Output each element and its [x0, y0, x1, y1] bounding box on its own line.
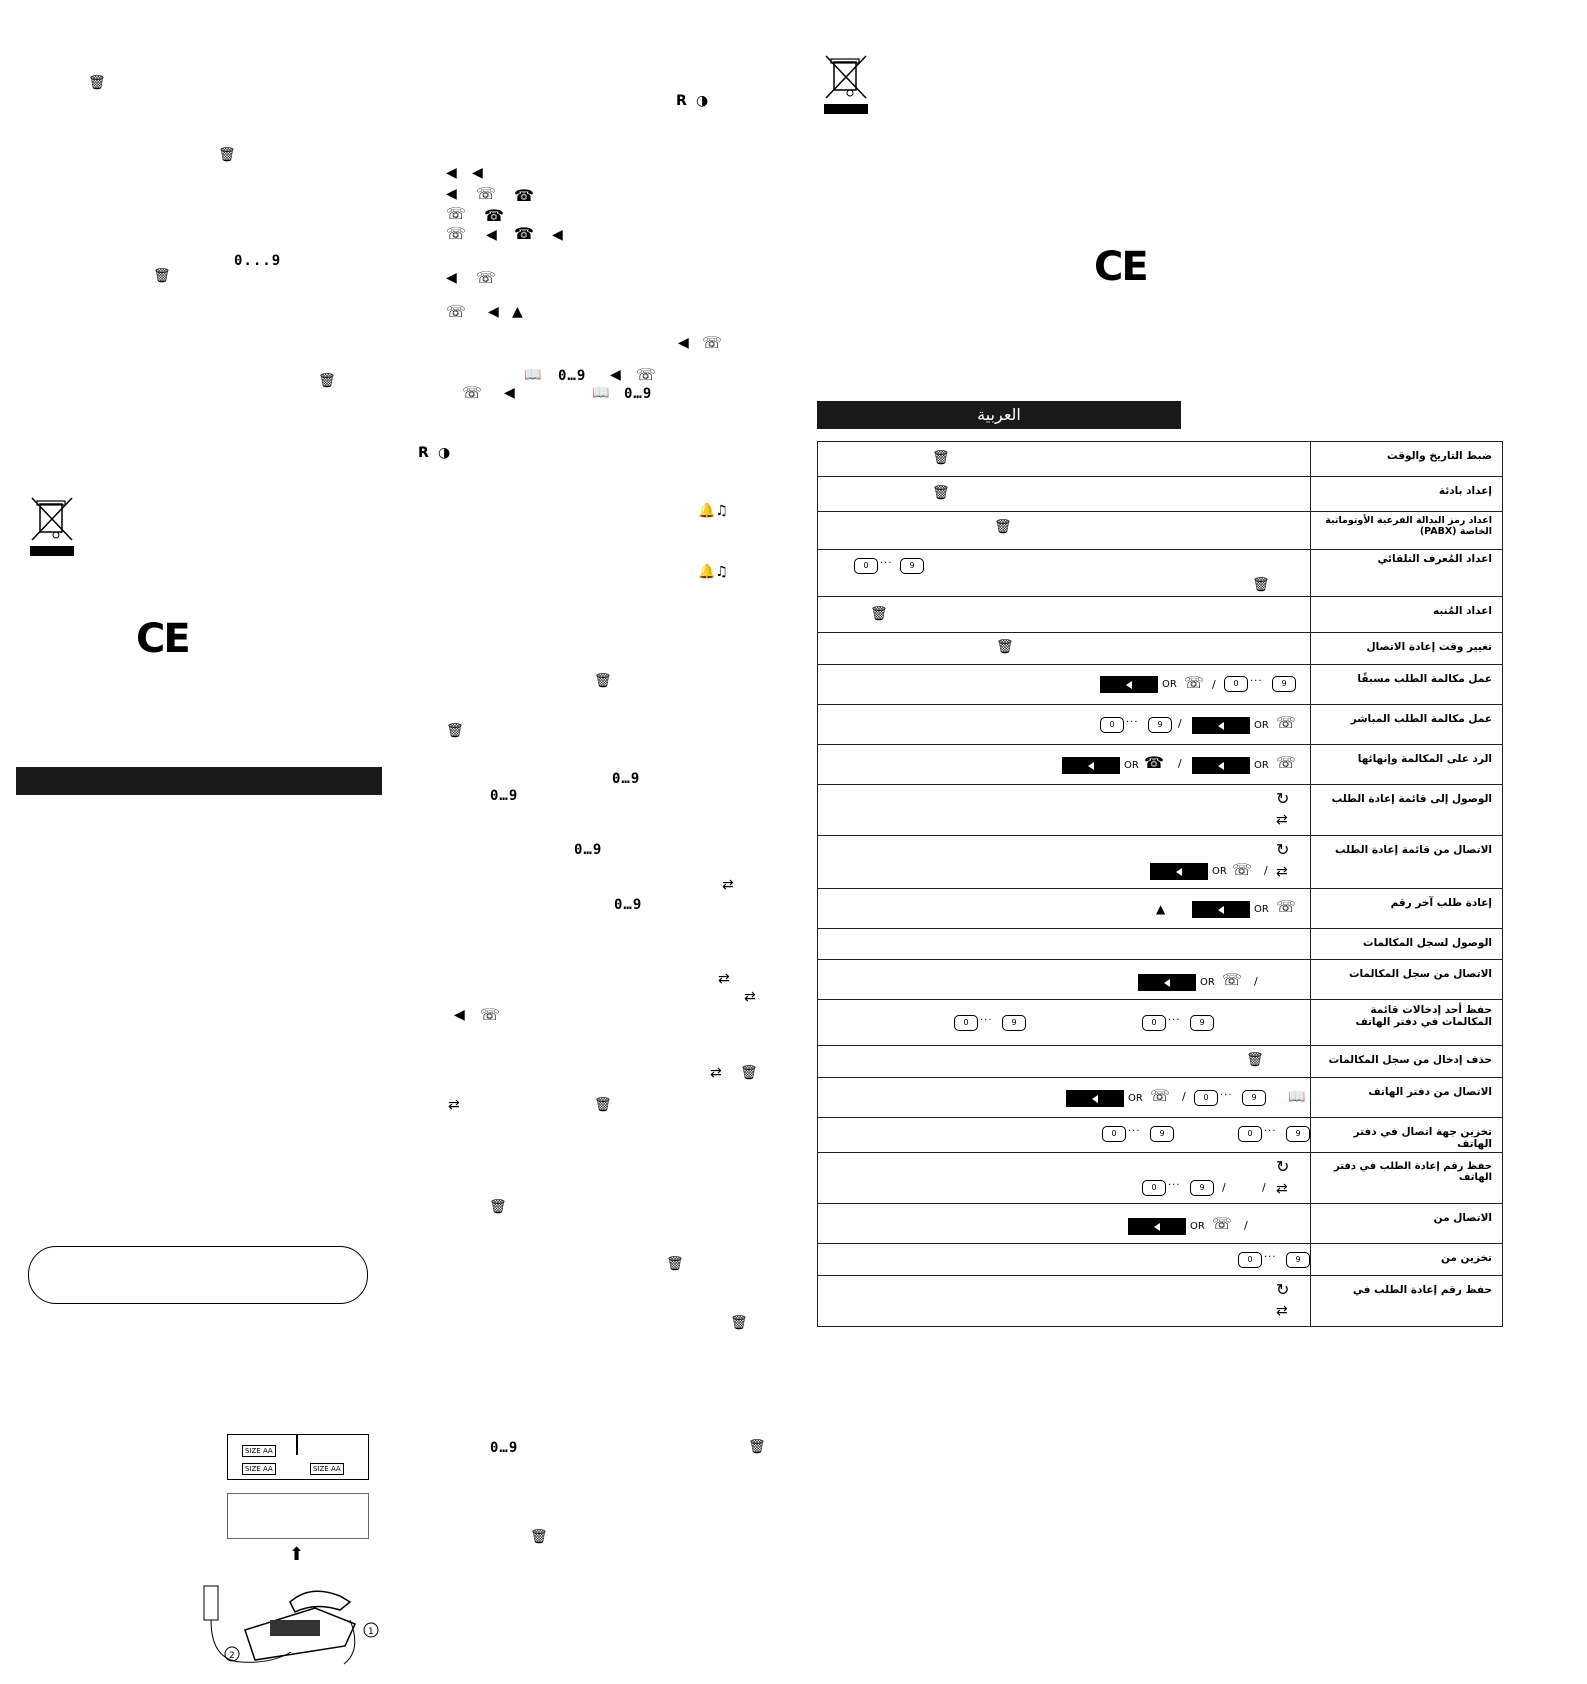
key-0: 0: [1142, 1180, 1166, 1196]
digits-range: 0…9: [490, 1440, 519, 1456]
row-label: اعداد المُعرف التلقائي: [1311, 550, 1503, 597]
call-log-icon: ⇄: [1276, 1303, 1288, 1319]
trash-icon: 🗑: [88, 75, 106, 91]
phone-illustration: [200, 1580, 385, 1670]
row-label: اعداد رمز البدالة الفرعية الأوتوماتية الخاصة (PABX): [1311, 512, 1503, 550]
speaker-button: [1150, 863, 1208, 880]
r-button-icon: R: [676, 93, 687, 109]
key-dots: ···: [980, 1015, 993, 1026]
handset-onhook-icon: ☎: [484, 206, 504, 225]
trash-icon: 🗑: [748, 1439, 766, 1455]
speaker-icon: ◀: [488, 304, 499, 320]
trash-icon: 🗑: [730, 1315, 748, 1331]
speaker-icon: ◀: [446, 165, 457, 181]
flash-icon: ◑: [696, 93, 709, 109]
slash: /: [1254, 975, 1258, 988]
or-text: OR: [1162, 679, 1177, 690]
handset-offhook-icon: ☏: [446, 224, 467, 243]
speaker-icon: ◀: [454, 1007, 465, 1023]
digits-range: 0…9: [558, 368, 587, 384]
handset-onhook-icon: ☎: [1144, 753, 1164, 772]
key-dots: ···: [1168, 1180, 1181, 1191]
key-0: 0: [1102, 1126, 1126, 1142]
key-9: 9: [1002, 1015, 1026, 1031]
key-dots: ···: [1128, 1126, 1141, 1137]
or-text: OR: [1128, 1093, 1143, 1104]
key-0: 0: [1100, 717, 1124, 733]
speaker-button: [1062, 757, 1120, 774]
row-label: إعداد بادئة: [1311, 477, 1503, 512]
redial-icon: ↻: [1276, 840, 1290, 859]
speaker-button: [1066, 1090, 1124, 1107]
key-0: 0: [854, 558, 878, 574]
ce-mark: CE: [1094, 244, 1147, 290]
trash-icon: 🗑: [932, 485, 950, 501]
call-log-icon: ⇄: [744, 989, 756, 1005]
slash: /: [1244, 1219, 1248, 1232]
call-log-icon: ⇄: [718, 971, 730, 987]
or-text: OR: [1254, 720, 1269, 731]
key-dots: ···: [1168, 1015, 1181, 1026]
call-log-icon: ⇄: [710, 1065, 722, 1081]
weee-bin-icon: [28, 496, 76, 558]
digits-range: 0…9: [614, 897, 643, 913]
handset-offhook-icon: ☏: [1150, 1086, 1171, 1105]
speaker-icon: ◀: [552, 227, 563, 243]
trash-icon: 🗑: [594, 673, 612, 689]
handset-offhook-icon: ☏: [1212, 1214, 1233, 1233]
handset-onhook-icon: ☎: [514, 224, 534, 243]
key-dots: ···: [1250, 676, 1263, 687]
row-label: إعادة طلب آخر رقم: [1311, 889, 1503, 929]
callout-one: 1: [368, 1627, 374, 1637]
call-log-icon: ⇄: [722, 877, 734, 893]
redial-icon: ↻: [1276, 1157, 1290, 1176]
or-text: OR: [1254, 904, 1269, 915]
row-label: تخزين جهة اتصال في دفتر الهاتف: [1311, 1118, 1503, 1153]
row-label: الوصول لسجل المكالمات: [1311, 929, 1503, 960]
row-label: حفظ رقم إعادة الطلب في دفتر الهاتف: [1311, 1153, 1503, 1204]
slash: /: [1178, 757, 1182, 770]
key-9: 9: [1286, 1252, 1310, 1268]
alarm-ringtone-icon: 🔔♫: [698, 503, 728, 519]
section-header-bar: [16, 767, 382, 795]
handset-offhook-icon: ☏: [462, 383, 483, 402]
or-text: OR: [1200, 977, 1215, 988]
trash-icon: 🗑: [666, 1256, 684, 1272]
handset-offhook-icon: ☏: [1222, 970, 1243, 989]
trash-icon: 🗑: [1246, 1052, 1264, 1068]
speaker-icon: ◀: [610, 367, 621, 383]
row-label: حذف إدخال من سجل المكالمات: [1311, 1046, 1503, 1078]
key-0: 0: [1224, 676, 1248, 692]
trash-icon: 🗑: [218, 147, 236, 163]
row-label: الاتصال من: [1311, 1204, 1503, 1244]
handset-offhook-icon: ☏: [476, 184, 497, 203]
ce-mark: CE: [136, 616, 189, 662]
digits-range: 0…9: [624, 386, 653, 402]
trash-icon: 🗑: [994, 519, 1012, 535]
row-label: تغيير وقت إعادة الاتصال: [1311, 633, 1503, 665]
row-label: ضبط التاريخ والوقت: [1311, 442, 1503, 477]
speaker-button: [1138, 974, 1196, 991]
slash: /: [1262, 1181, 1266, 1194]
handset-offhook-icon: ☏: [480, 1005, 501, 1024]
handset-offhook-icon: ☏: [446, 204, 467, 223]
speaker-button: [1192, 901, 1250, 918]
speaker-icon: ◀: [446, 186, 457, 202]
slash: /: [1182, 1090, 1186, 1103]
r-button-icon: R: [418, 445, 429, 461]
call-log-icon: ⇄: [1276, 812, 1288, 828]
or-text: OR: [1254, 760, 1269, 771]
key-9: 9: [1148, 717, 1172, 733]
trash-icon: 🗑: [932, 450, 950, 466]
handset-offhook-icon: ☏: [446, 302, 467, 321]
slash: /: [1264, 864, 1268, 877]
trash-icon: 🗑: [153, 268, 171, 284]
handset-offhook-icon: ☏: [702, 333, 723, 352]
speaker-icon: ◀: [504, 385, 515, 401]
slash: /: [1212, 678, 1216, 691]
speaker-icon: ◀: [678, 335, 689, 351]
trash-icon: 🗑: [870, 606, 888, 622]
key-dots: ···: [880, 558, 893, 569]
weee-bin-icon: [822, 54, 870, 116]
alarm-ringtone-icon: 🔔♫: [698, 564, 728, 580]
key-9: 9: [1242, 1090, 1266, 1106]
row-label: اعداد المُنبه: [1311, 597, 1503, 633]
row-label: الوصول إلى قائمة إعادة الطلب: [1311, 785, 1503, 836]
phonebook-icon: 📖: [524, 367, 542, 383]
handset-offhook-icon: ☏: [636, 365, 657, 384]
or-text: OR: [1124, 760, 1139, 771]
or-text: OR: [1190, 1221, 1205, 1232]
key-dots: ···: [1220, 1090, 1233, 1101]
handset-onhook-icon: ☎: [514, 186, 534, 205]
trash-icon: 🗑: [996, 639, 1014, 655]
redial-up-icon: ▲: [512, 304, 523, 320]
digits-range: 0…9: [490, 788, 519, 804]
digits-range: 0…9: [612, 771, 641, 787]
speaker-icon: ◀: [472, 165, 483, 181]
row-label: الاتصال من دفتر الهاتف: [1311, 1078, 1503, 1118]
redial-icon: ↻: [1276, 789, 1290, 808]
trash-icon: 🗑: [318, 373, 336, 389]
slash: /: [1178, 717, 1182, 730]
key-0: 0: [1238, 1126, 1262, 1142]
handset-offhook-icon: ☏: [1232, 860, 1253, 879]
call-log-icon: ⇄: [1276, 864, 1288, 880]
handset-offhook-icon: ☏: [1276, 713, 1297, 732]
key-0: 0: [1238, 1252, 1262, 1268]
up-arrow-icon: ⬆: [289, 1544, 305, 1565]
key-9: 9: [1150, 1126, 1174, 1142]
redial-up-icon: ▲: [1156, 902, 1166, 916]
trash-icon: 🗑: [489, 1199, 507, 1215]
key-dots: ···: [1264, 1126, 1277, 1137]
or-text: OR: [1212, 866, 1227, 877]
key-dots: ···: [1264, 1252, 1277, 1263]
arabic-section-title: العربية: [817, 401, 1181, 429]
key-0: 0: [1194, 1090, 1218, 1106]
speaker-button: [1100, 676, 1158, 693]
key-9: 9: [1190, 1180, 1214, 1196]
row-label: عمل مكالمة الطلب مسبقًا: [1311, 665, 1503, 705]
handset-offhook-icon: ☏: [476, 268, 497, 287]
row-label: تخزين من: [1311, 1244, 1503, 1276]
trash-icon: 🗑: [530, 1529, 548, 1545]
key-9: 9: [900, 558, 924, 574]
rounded-note-box: [28, 1246, 368, 1304]
trash-icon: 🗑: [1252, 577, 1270, 593]
battery-label: SIZE AA: [242, 1445, 276, 1457]
handset-offhook-icon: ☏: [1276, 897, 1297, 916]
slash: /: [1222, 1181, 1226, 1194]
row-label: الرد على المكالمة وإنهائها: [1311, 745, 1503, 785]
speaker-icon: ◀: [446, 270, 457, 286]
battery-cover: [227, 1493, 369, 1539]
key-0: 0: [954, 1015, 978, 1031]
row-label: حفظ رقم إعادة الطلب في: [1311, 1276, 1503, 1327]
battery-label: SIZE AA: [310, 1463, 344, 1475]
flash-icon: ◑: [438, 445, 451, 461]
call-log-icon: ⇄: [1276, 1181, 1288, 1197]
digits-range: 0...9: [234, 253, 282, 269]
digits-range: 0…9: [574, 842, 603, 858]
key-9: 9: [1190, 1015, 1214, 1031]
phonebook-icon: 📖: [592, 385, 610, 401]
row-label: الاتصال من قائمة إعادة الطلب: [1311, 836, 1503, 889]
handset-offhook-icon: ☏: [1184, 673, 1205, 692]
key-dots: ···: [1126, 717, 1139, 728]
speaker-button: [1192, 717, 1250, 734]
key-0: 0: [1142, 1015, 1166, 1031]
call-log-icon: ⇄: [448, 1097, 460, 1113]
speaker-button: [1192, 757, 1250, 774]
speaker-icon: ◀: [486, 227, 497, 243]
speaker-button: [1128, 1218, 1186, 1235]
key-9: 9: [1272, 676, 1296, 692]
key-9: 9: [1286, 1126, 1310, 1142]
trash-icon: 🗑: [594, 1097, 612, 1113]
battery-label: SIZE AA: [242, 1463, 276, 1475]
callout-two: 2: [229, 1651, 235, 1661]
row-label: عمل مكالمة الطلب المباشر: [1311, 705, 1503, 745]
battery-compartment: [227, 1434, 369, 1480]
row-label: حفظ أحد إدخالات قائمة المكالمات في دفتر الهاتف: [1311, 1000, 1503, 1046]
handset-offhook-icon: ☏: [1276, 753, 1297, 772]
redial-icon: ↻: [1276, 1280, 1290, 1299]
row-label: الاتصال من سجل المكالمات: [1311, 960, 1503, 1000]
trash-icon: 🗑: [740, 1065, 758, 1081]
arabic-quick-guide-table: [817, 441, 1503, 1327]
trash-icon: 🗑: [446, 723, 464, 739]
phonebook-icon: 📖: [1288, 1089, 1306, 1105]
